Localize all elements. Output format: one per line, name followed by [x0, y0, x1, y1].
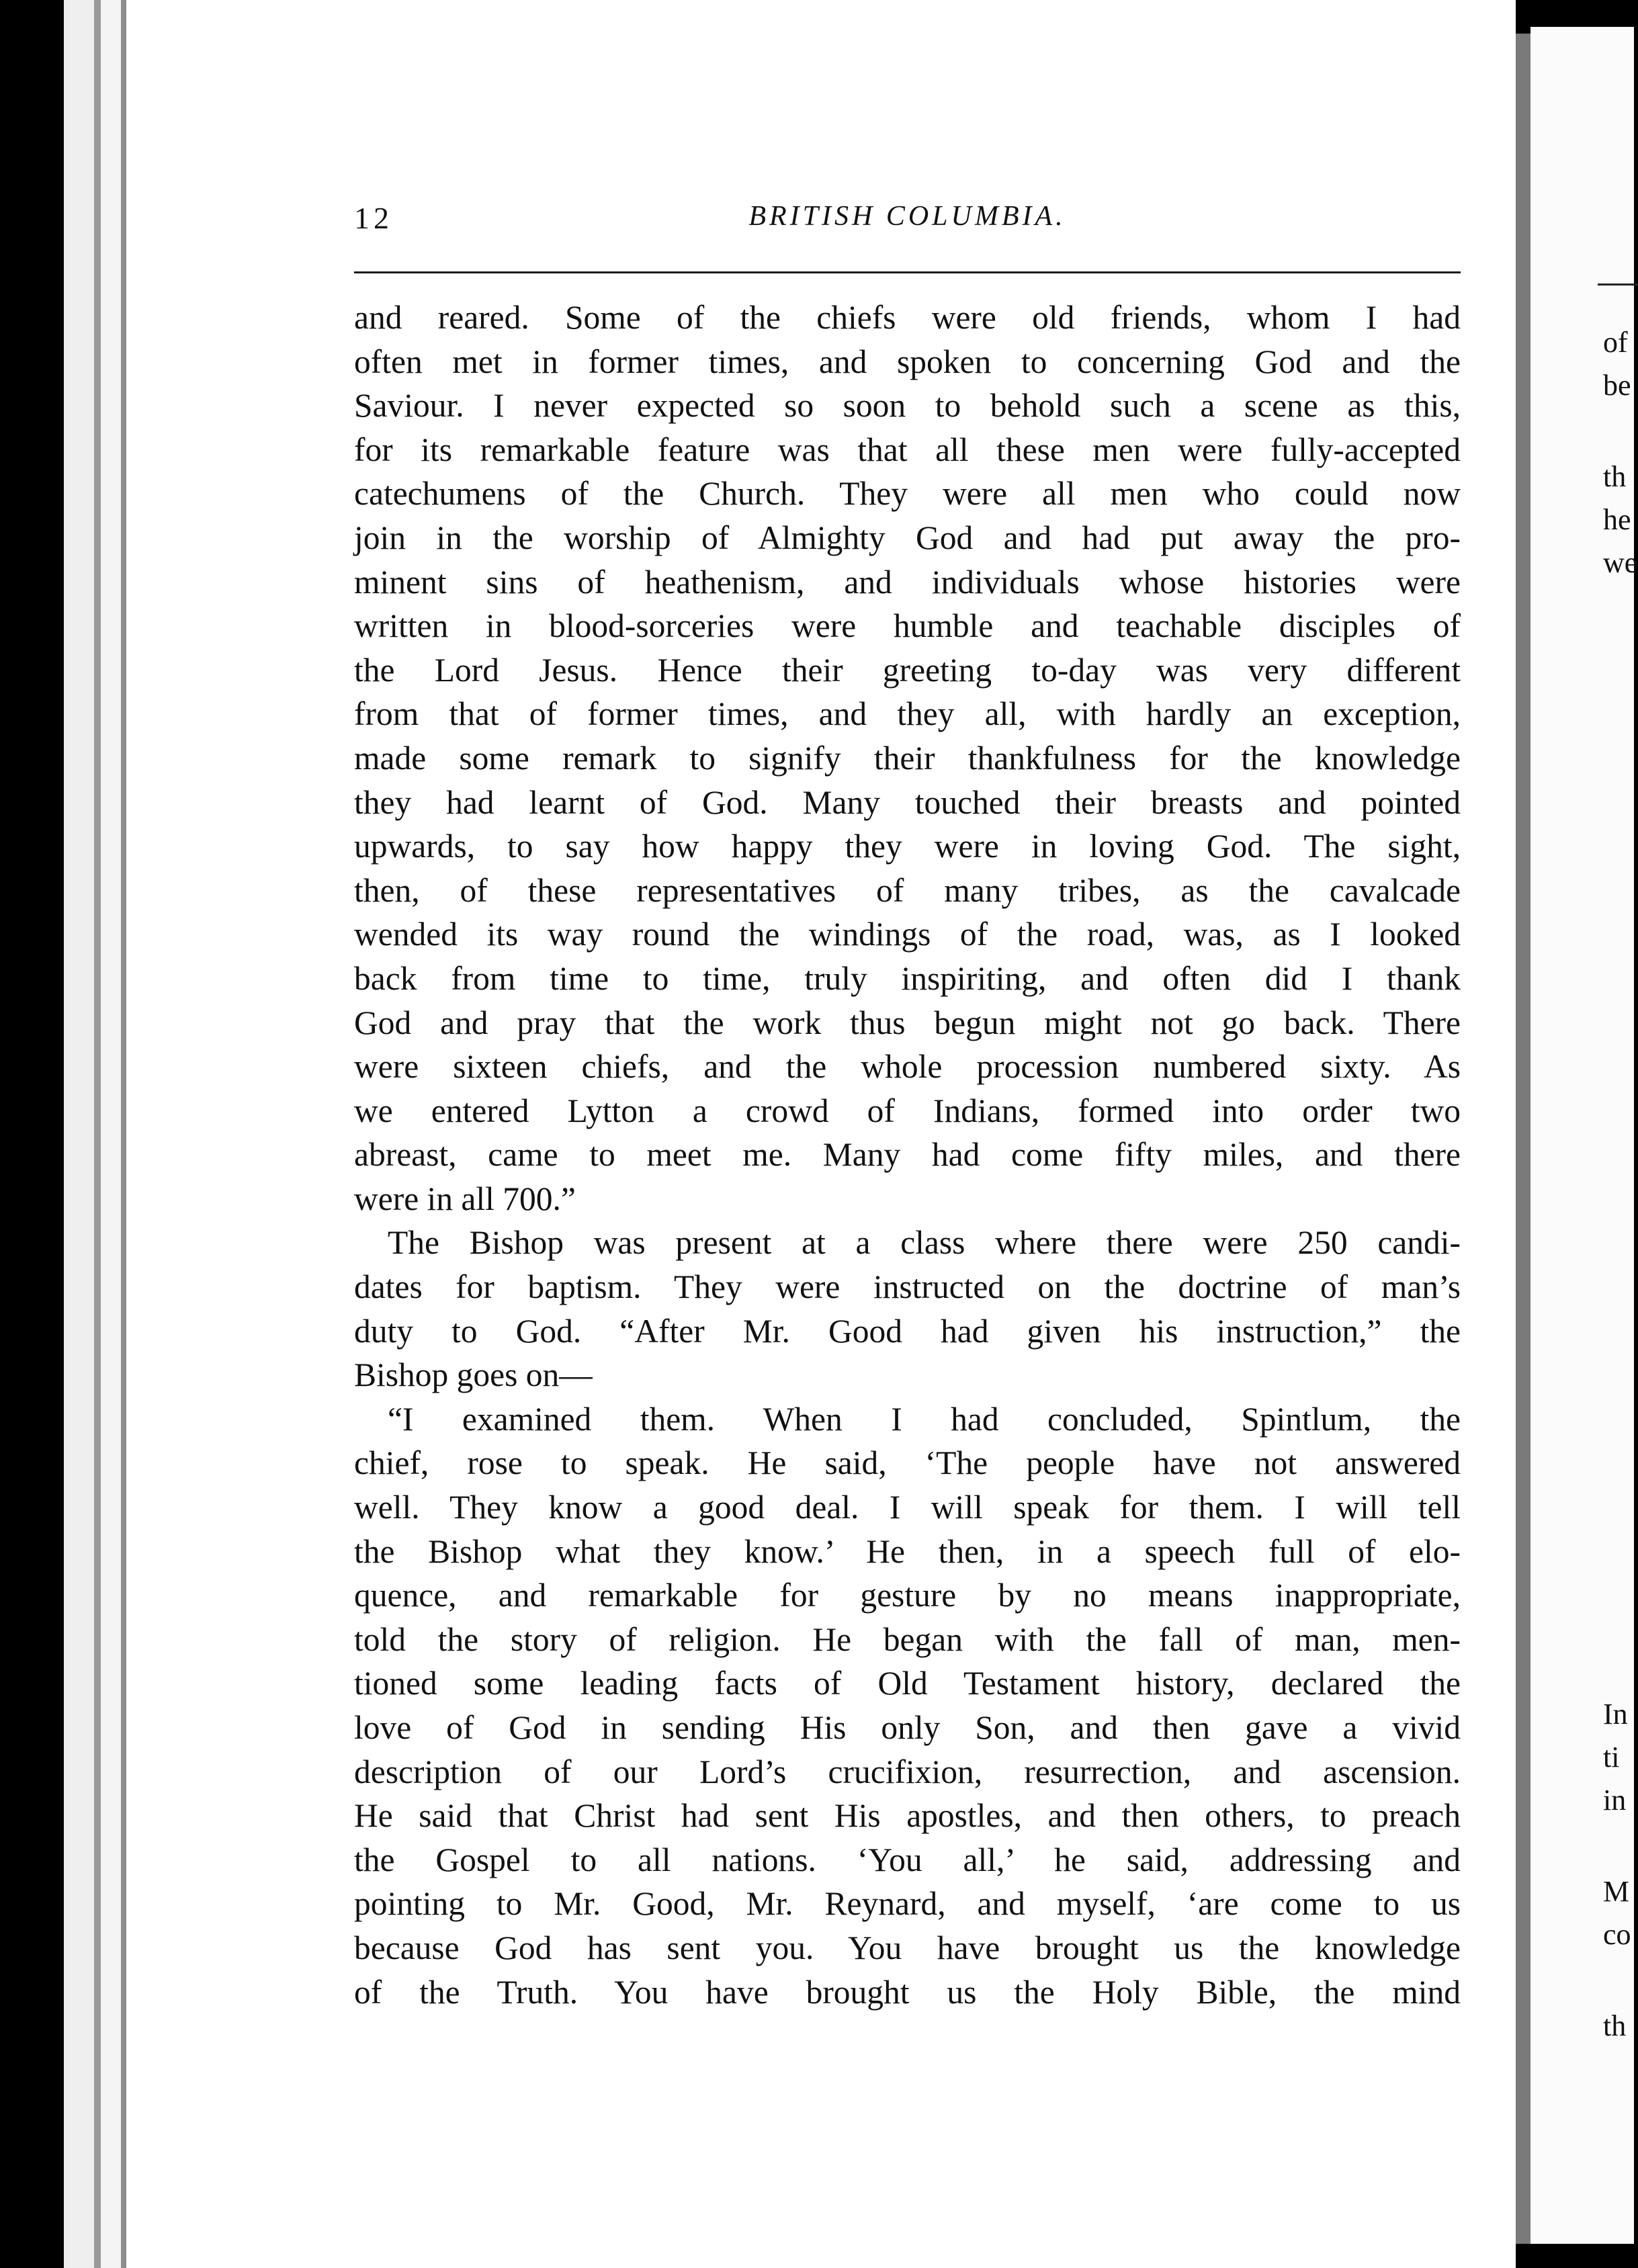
page-edge-shadow [121, 0, 126, 2268]
text-line: they had learnt of God. Many touched their breasts and pointed [354, 783, 1461, 821]
text-line: often met in former times, and spoken to concerning God and the [354, 343, 1461, 380]
text-line: pointing to Mr. Good, Mr. Reynard, and myself, ‘are come to us [354, 1885, 1461, 1923]
text-line: we entered Lytton a crowd of Indians, formed into order two [354, 1092, 1461, 1129]
text-line: written in blood-sorceries were humble and teachable disciples of [354, 607, 1461, 645]
body-text [354, 296, 1461, 2014]
text-line: because God has sent you. You have brought us the knowledge [354, 1929, 1461, 1966]
text-line: Bishop goes on— [354, 1356, 593, 1394]
adjacent-page-fragment: in [1603, 1784, 1627, 1817]
adjacent-page-fragment: ti [1603, 1741, 1620, 1774]
text-line: join in the worship of Almighty God and had put away the pro- [354, 519, 1461, 556]
text-line: of the Truth. You have brought us the Holy Bible, the mind [354, 1973, 1461, 2011]
adjacent-page-fragment: be [1603, 369, 1631, 402]
text-line: chief, rose to speak. He said, ‘The people have not answered [354, 1444, 1461, 1482]
running-title: BRITISH COLUMBIA. [748, 201, 1066, 232]
text-line: the Gospel to all nations. ‘You all,’ he said, addressing and [354, 1841, 1461, 1878]
page-gutter [1516, 34, 1531, 2244]
text-line: abreast, came to meet me. Many had come fifty miles, and there [354, 1136, 1461, 1174]
text-line: told the story of religion. He began with the fall of man, men- [354, 1620, 1461, 1658]
text-line: were sixteen chiefs, and the whole procession numbered sixty. As [354, 1048, 1461, 1086]
adjacent-page-fragment: In [1603, 1698, 1628, 1731]
page-edge-shadow [94, 0, 101, 2268]
adjacent-page-fragment: th [1603, 460, 1627, 493]
text-line: Saviour. I never expected so soon to behold such a scene as this, [354, 387, 1461, 425]
page-edge-strip [64, 0, 94, 2268]
adjacent-page-fragment: th [1603, 2009, 1627, 2042]
text-line: quence, and remarkable for gesture by no means inappropriate, [354, 1577, 1461, 1614]
adjacent-page-fragment: of [1603, 326, 1628, 359]
text-line: duty to God. “After Mr. Good had given his instruction,” the [354, 1312, 1461, 1350]
page-edge-strip [101, 0, 121, 2268]
page-header [354, 200, 1461, 241]
text-line: well. They know a good deal. I will speak for them. I will tell [354, 1489, 1461, 1526]
text-line: dates for baptism. They were instructed on the doctrine of man’s [354, 1268, 1461, 1306]
text-line: the Bishop what they know.’ He then, in a speech full of elo- [354, 1532, 1461, 1570]
text-line: love of God in sending His only Son, and then gave a vivid [354, 1709, 1461, 1746]
text-line: The Bishop was present at a class where there were 250 candi- [388, 1224, 1461, 1262]
adjacent-page-rule [1598, 284, 1638, 286]
text-line: wended its way round the windings of the road, was, as I looked [354, 916, 1461, 953]
adjacent-page-fragment: he [1603, 503, 1631, 536]
text-line: “I examined them. When I had concluded, Spintlum, the [388, 1400, 1461, 1438]
text-line: God and pray that the work thus begun might not go back. There [354, 1004, 1461, 1041]
text-line: from that of former times, and they all, with hardly an exception, [354, 695, 1461, 733]
text-line: upwards, to say how happy they were in loving God. The sight, [354, 828, 1461, 865]
adjacent-page-fragment: M [1603, 1875, 1630, 1908]
adjacent-page-fragment: we [1603, 546, 1638, 579]
text-line: tioned some leading facts of Old Testament history, declared the [354, 1665, 1461, 1702]
text-line: description of our Lord’s crucifixion, resurrection, and ascension. [354, 1753, 1461, 1790]
header-rule [354, 271, 1461, 273]
text-line: and reared. Some of the chiefs were old friends, whom I had [354, 299, 1461, 336]
page-number: 12 [354, 201, 393, 235]
text-line: for its remarkable feature was that all these men were fully-accepted [354, 431, 1461, 468]
text-line: then, of these representatives of many tribes, as the cavalcade [354, 871, 1461, 909]
text-line: catechumens of the Church. They were all men who could now [354, 475, 1461, 513]
text-line: minent sins of heathenism, and individuals whose histories were [354, 563, 1461, 601]
text-line: made some remark to signify their thankfulness for the knowledge [354, 739, 1461, 777]
text-line: the Lord Jesus. Hence their greeting to-day was very different [354, 651, 1461, 689]
text-line: were in all 700.” [354, 1180, 576, 1217]
text-line: back from time to time, truly inspiriting, and often did I thank [354, 959, 1461, 997]
adjacent-page [1531, 27, 1638, 2244]
text-line: He said that Christ had sent His apostles, and then others, to preach [354, 1797, 1461, 1835]
adjacent-page-fragment: co [1603, 1918, 1631, 1951]
